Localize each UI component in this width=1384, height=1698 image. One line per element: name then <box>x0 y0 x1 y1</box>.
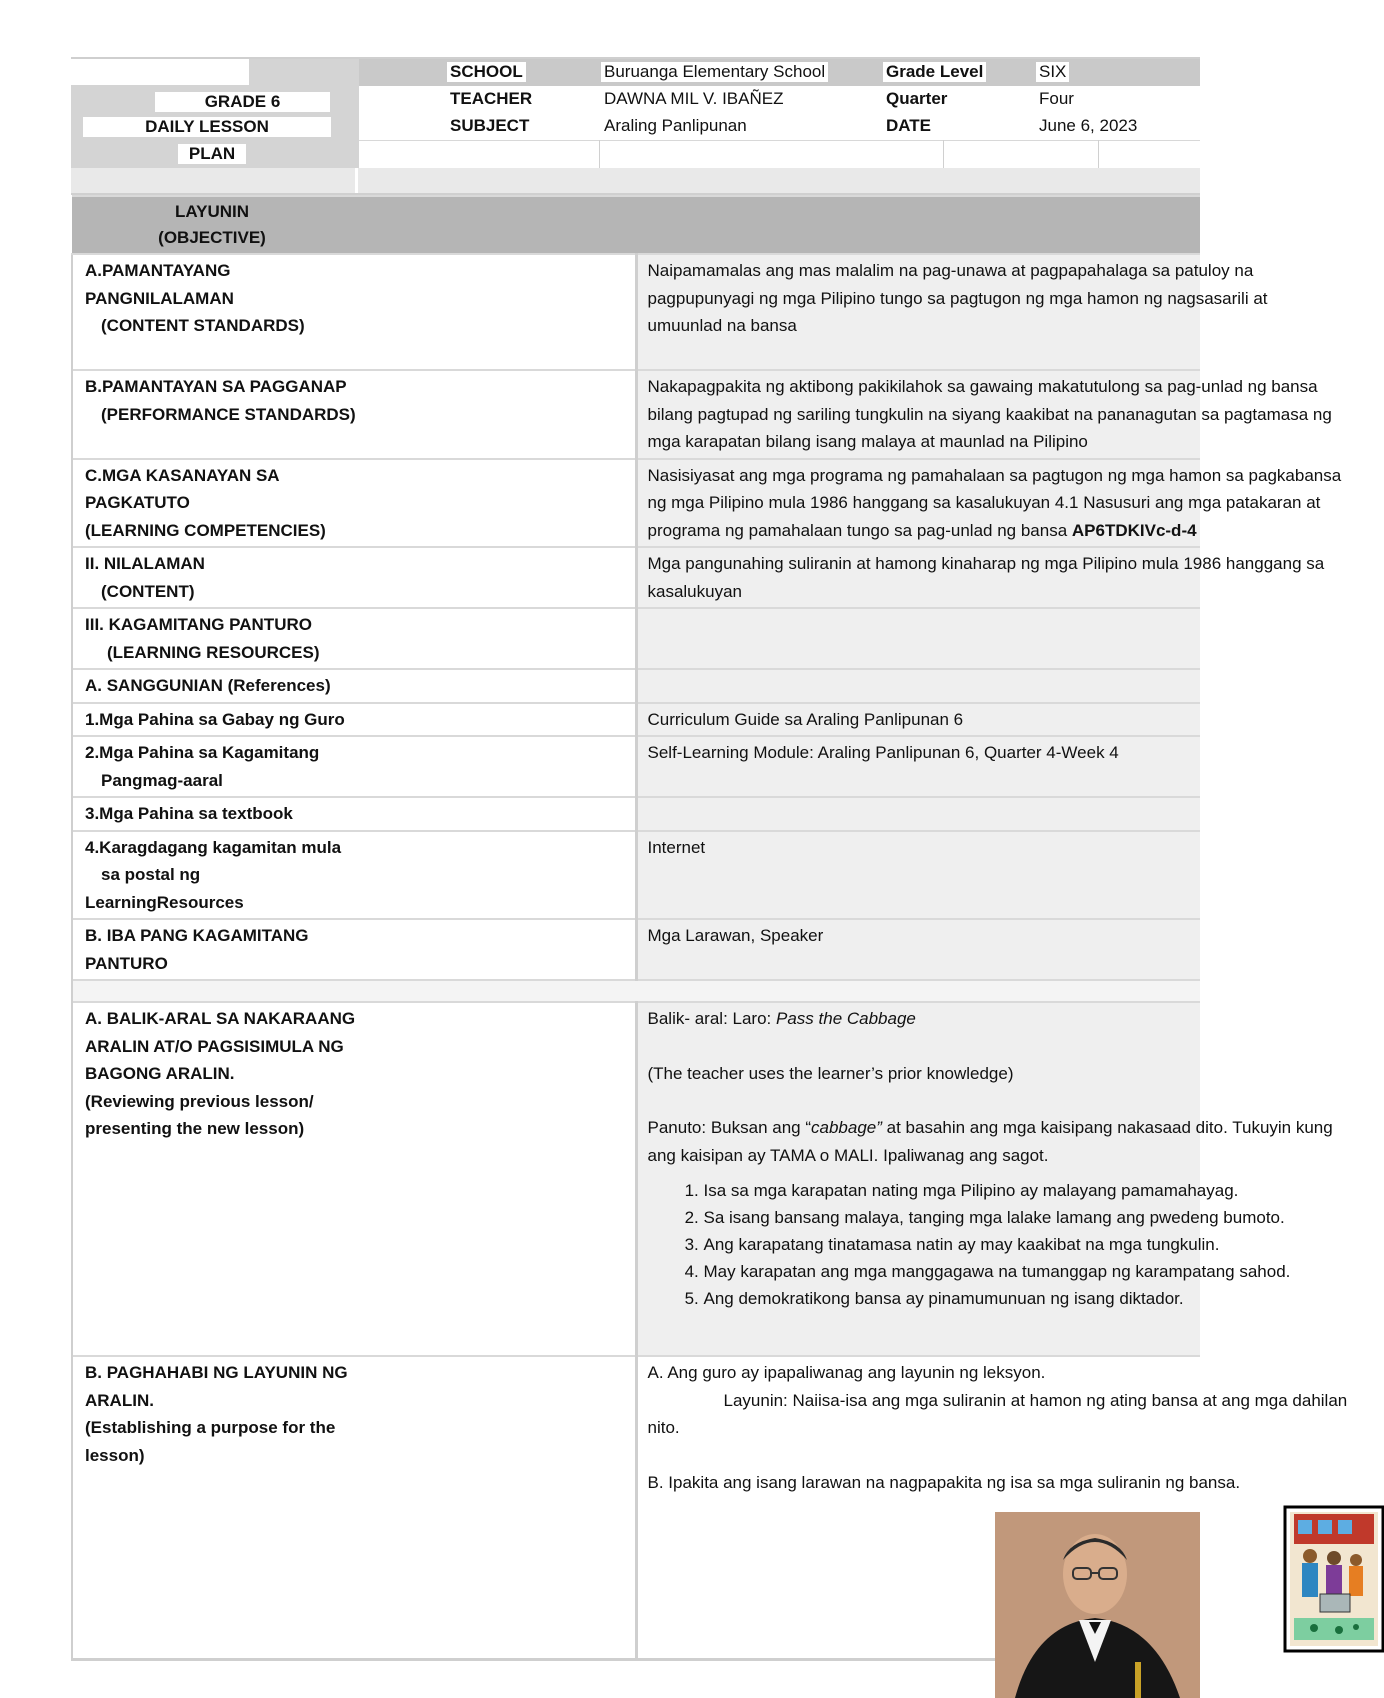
table-row <box>72 797 1200 831</box>
spacer-row <box>72 980 1200 1002</box>
separator-strip <box>71 168 1200 195</box>
review-label <box>72 1002 636 1356</box>
school-label: SCHOOL <box>447 62 526 82</box>
school-value: Buruanga Elementary School <box>601 62 828 82</box>
teacher-guide-label: 1.Mga Pahina sa Gabay ng Guro <box>72 703 636 737</box>
row-label-line: (LEARNING RESOURCES) <box>107 642 320 662</box>
table-row <box>72 1002 1200 1356</box>
resources-label <box>72 608 636 669</box>
header-block <box>71 57 1200 169</box>
row-label-line: ARALIN AT/O PAGSISIMULA NG <box>85 1036 344 1056</box>
row-label-line: C.MGA KASANAYAN SA <box>85 465 280 485</box>
review-instruction-line: ang kaisipan ay TAMA o MALI. Ipaliwanag ang sagot. <box>647 1145 1049 1165</box>
row-value-line: Layunin: Naiisa-isa ang mga suliranin at hamon ng ating bansa at ang mga dahilan <box>723 1390 1348 1410</box>
table-row <box>72 669 1200 703</box>
divider <box>943 140 944 169</box>
review-note: (The teacher uses the learner’s prior knowledge) <box>647 1063 1014 1083</box>
row-label-line: PANTURO <box>85 953 168 973</box>
row-value-line: Mga pangunahing suliranin at hamong kinaharap ng mga Pilipino mula 1986 hanggang sa <box>647 554 1325 573</box>
problem-illustration <box>1284 1506 1384 1652</box>
list-item: 5. Ang demokratikong bansa ay pinamumunuan ng isang diktador. <box>704 1285 1191 1312</box>
row-label-line: PAGKATUTO <box>85 493 190 512</box>
review-intro <box>648 1005 1191 1033</box>
blank-line <box>648 1442 1191 1469</box>
row-label-line: B. IBA PANG KAGAMITANG <box>85 926 309 945</box>
lesson-plan-table <box>71 195 1348 1661</box>
performance-standards-value <box>636 370 1332 459</box>
row-value-line: ng mga Pilipino mula 1986 hanggang sa kasalukuyan 4.1 Nasusuri ang mga patakaran at <box>647 493 1321 512</box>
plan-title: PLAN <box>178 144 246 164</box>
table-row <box>72 703 1200 737</box>
row-value-line: B. Ipakita ang isang larawan na nagpapakita ng isa sa mga suliranin ng bansa. <box>647 1472 1241 1492</box>
blank-line <box>648 1087 1191 1114</box>
row-value-line: mga karapatan bilang isang malaya at maunlad na Pilipino <box>647 432 1088 451</box>
resources-value <box>636 608 1200 669</box>
objective-line-2: (OBJECTIVE) <box>158 228 266 247</box>
grade-level-label: Grade Level <box>883 62 986 82</box>
subject-label: SUBJECT <box>450 116 530 135</box>
objective-header <box>72 196 1200 254</box>
row-label-line: (LEARNING COMPETENCIES) <box>85 520 326 540</box>
row-label-line: presenting the new lesson) <box>85 1119 305 1138</box>
table-row <box>72 370 1200 459</box>
list-item: 4. May karapatan ang mga manggagawa na tumanggap ng karampatang sahod. <box>704 1258 1191 1285</box>
statement-list <box>648 1177 1291 1312</box>
row-label-line: ARALIN. <box>85 1390 154 1410</box>
quarter-label: Quarter <box>886 89 948 108</box>
table-row <box>72 608 1200 669</box>
row-label-line: 4.Karagdagang kagamitan mula <box>85 837 342 857</box>
objective-title <box>72 199 352 251</box>
header-row-teacher <box>359 86 1200 113</box>
table-row <box>72 547 1200 608</box>
row-label-line: B. PAGHAHABI NG LAYUNIN NG <box>85 1363 348 1382</box>
row-value-line: bilang pagtupad ng sariling tungkulin na siyang kaakibat na pananagutan sa pagtamasa ng <box>647 404 1332 424</box>
references-label: A. SANGGUNIAN (References) <box>72 669 636 703</box>
row-label-line: PANGNILALAMAN <box>85 288 234 308</box>
table-row <box>72 459 1200 548</box>
competency-text: programa ng pamahalaan tungo sa pag-unlad ng bansa <box>647 520 1072 540</box>
other-materials-value: Mga Larawan, Speaker <box>636 919 1200 980</box>
competencies-value <box>636 459 1342 548</box>
row-label-line: 2.Mga Pahina sa Kagamitang <box>85 743 320 762</box>
instruction-text: at basahin ang mga kaisipang nakasaad dito. Tukuyin kung <box>881 1118 1333 1137</box>
list-item: 3. Ang karapatang tinatamasa natin ay may kaakibat na mga tungkulin. <box>704 1231 1191 1258</box>
row-label-line: lesson) <box>85 1445 145 1465</box>
performance-standards-label <box>72 370 636 459</box>
row-label-line: LearningResources <box>85 892 244 912</box>
row-value-line: Nakapagpakita ng aktibong pakikilahok sa gawaing makatutulong sa pag-unlad ng bansa <box>647 377 1318 396</box>
row-value-line: kasalukuyan <box>647 581 743 601</box>
competencies-label <box>72 459 636 548</box>
other-materials-label <box>72 919 636 980</box>
row-label-line: III. KAGAMITANG PANTURO <box>85 615 312 634</box>
content-value <box>636 547 1325 608</box>
row-value-line: Nasisiyasat ang mga programa ng pamahalaan sa pagtugon ng mga hamon sa pagkabansa <box>647 465 1342 485</box>
table-row <box>72 736 1200 797</box>
header-row-school <box>359 59 1200 86</box>
game-title: Pass the Cabbage <box>776 1009 916 1028</box>
teacher-label: TEACHER <box>450 89 533 108</box>
purpose-label <box>72 1356 636 1660</box>
blank-line <box>648 1033 1191 1060</box>
learner-material-label <box>72 736 636 797</box>
header-row-blank <box>359 140 1200 170</box>
portrait-image <box>995 1512 1200 1698</box>
table-row <box>72 919 1200 980</box>
quarter-value: Four <box>1039 89 1074 108</box>
date-label: DATE <box>886 116 932 135</box>
row-value-line: umuunlad na bansa <box>647 316 797 335</box>
row-label-line: (Reviewing previous lesson/ <box>85 1091 314 1111</box>
row-value-line: Naipamamalas ang mas malalim na pag-unawa at pagpapahalaga sa patuloy na <box>647 261 1254 280</box>
additional-materials-label <box>72 831 636 920</box>
subject-value: Araling Panlipunan <box>604 116 747 135</box>
list-item: 2. Sa isang bansang malaya, tanging mga lalake lamang ang pwedeng bumoto. <box>704 1204 1191 1231</box>
teacher-guide-value: Curriculum Guide sa Araling Panlipunan 6 <box>636 703 1200 737</box>
divider <box>355 168 358 193</box>
divider <box>1098 140 1099 169</box>
title-panel-top <box>71 59 249 85</box>
objective-header-row <box>72 196 1200 254</box>
instruction-text: Panuto: Buksan ang “ <box>647 1118 812 1137</box>
table-row <box>72 831 1200 920</box>
spacer-cell <box>72 980 1200 1002</box>
content-label <box>72 547 636 608</box>
teacher-value: DAWNA MIL V. IBAÑEZ <box>604 89 784 108</box>
grade-level-value: SIX <box>1036 62 1069 82</box>
row-label-line: BAGONG ARALIN. <box>85 1064 235 1083</box>
table-row <box>72 254 1200 370</box>
row-label-line: II. NILALAMAN <box>85 554 205 573</box>
daily-lesson-title: DAILY LESSON <box>83 117 331 137</box>
row-label-line: Pangmag-aaral <box>101 770 223 790</box>
textbook-value <box>636 797 1200 831</box>
review-value <box>636 1002 1333 1356</box>
row-value-line <box>647 517 1197 545</box>
row-label-line: sa postal ng <box>101 865 201 884</box>
divider <box>599 140 600 169</box>
review-intro-text: Balik- aral: Laro: <box>647 1009 776 1028</box>
references-value <box>636 669 1200 703</box>
title-panel <box>71 59 359 169</box>
objective-line-1: LAYUNIN <box>175 202 249 221</box>
learner-material-value: Self-Learning Module: Araling Panlipunan 6, Quarter 4-Week 4 <box>636 736 1200 797</box>
textbook-label: 3.Mga Pahina sa textbook <box>72 797 636 831</box>
content-standards-value <box>636 254 1268 370</box>
review-instruction <box>647 1114 1333 1142</box>
competency-code: AP6TDKIVc-d-4 <box>1071 520 1197 540</box>
row-label-line: (Establishing a purpose for the <box>85 1418 336 1437</box>
row-label-line: A.PAMANTAYANG <box>85 261 231 280</box>
header-row-subject <box>359 113 1200 140</box>
row-value-line: nito. <box>647 1418 680 1437</box>
additional-materials-value: Internet <box>636 831 1200 920</box>
row-label-line: B.PAMANTAYAN SA PAGGANAP <box>85 377 347 396</box>
row-label-line: A. BALIK-ARAL SA NAKARAANG <box>85 1009 356 1028</box>
date-value: June 6, 2023 <box>1039 116 1138 135</box>
grade-title: GRADE 6 <box>155 92 330 112</box>
row-value-line: pagpupunyagi ng mga Pilipino tungo sa pagtugon ng mga hamon ng nagsasarili at <box>647 288 1268 308</box>
row-value-line: A. Ang guro ay ipapaliwanag ang layunin ng leksyon. <box>647 1363 1046 1382</box>
list-item: 1. Isa sa mga karapatan nating mga Pilipino ay malayang pamamahayag. <box>704 1177 1191 1204</box>
row-label-line: (PERFORMANCE STANDARDS) <box>101 404 356 424</box>
header-info <box>359 59 1200 169</box>
content-standards-label <box>72 254 636 370</box>
instruction-emphasis: cabbage” <box>811 1118 882 1137</box>
row-label-line: (CONTENT) <box>101 581 195 601</box>
row-label-line: (CONTENT STANDARDS) <box>101 316 305 335</box>
